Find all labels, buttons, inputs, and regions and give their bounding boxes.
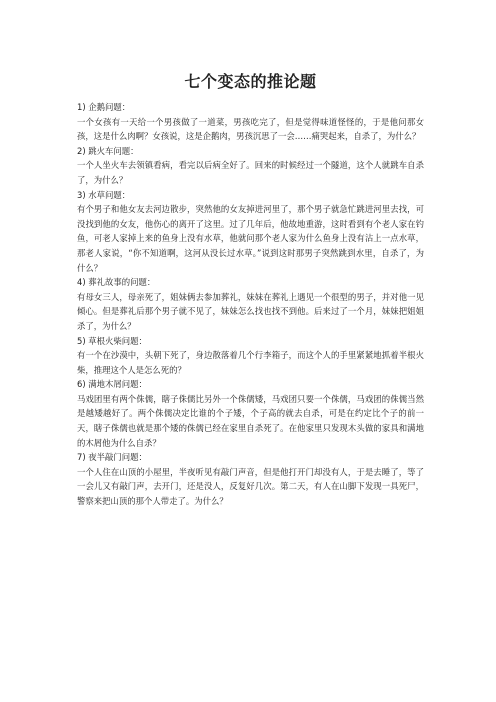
section-heading: 4) 葬礼故事的问题： [77,277,156,288]
section-body: 马戏团里有两个侏儒，瞎子侏儒比另外一个侏儒矮，马戏团只要一个侏儒，马戏团的侏儒当然是越矮越好了。两个侏儒决定比谁的个子矮，个子高的就去自杀，可是在约定比个子的前一天，瞎子侏儒也就是那个矮的侏儒已经在家里自杀死了。在他家里只发现木头做的家具和满地的木屑他为什么自杀？ [77,393,424,448]
section-body: 有母女三人，母亲死了，姐妹俩去参加葬礼，妹妹在葬礼上遇见一个很型的男子，并对他一见倾心。但是葬礼后那个男子就不见了，妹妹怎么找也找不到他。后来过了一个月，妹妹把姐姐杀了，为什么？ [77,291,424,331]
section-5 [77,334,424,378]
section-body: 有个男子和他女友去河边散步，突然他的女友掉进河里了，那个男子就急忙跳进河里去找，可没找到他的女友，他伤心的离开了这里。过了几年后，他故地重游，这时看到有个老人家在钓鱼，可老人家掉上来的鱼身上没有水草，他就问那个老人家为什么鱼身上没有沾上一点水草，那老人家说，“你不知道啊，这河从没长过水草。”说到这时那男子突然跳到水里，自杀了，为什么？ [77,204,424,273]
section-7 [77,450,424,508]
section-heading: 5) 草根火柴问题： [77,335,147,346]
section-1 [77,100,424,144]
section-heading: 1) 企鹅问题： [77,102,131,112]
section-body: 一个人住在山顶的小屋里，半夜听见有敲门声音，但是他打开门却没有人，于是去睡了，等了一会儿又有敲门声，去开门，还是没人，反复好几次。第二天，有人在山脚下发现一具死尸，警察来把山顶的那个人带走了。为什么？ [77,466,424,507]
section-body: 一个人坐火车去领镇看病，看完以后病全好了。回来的时候经过一个隧道，这个人就跳车自杀了，为什么？ [77,160,424,185]
section-heading: 6) 满地木屑问题： [77,379,147,390]
section-2 [77,144,424,188]
section-heading: 3) 水草问题： [77,189,131,200]
section-4 [77,275,424,333]
section-heading: 7) 夜半敲门问题： [77,452,147,463]
section-body: 有一个在沙漠中，头朝下死了，身边散落着几个行李箱子，而这个人的手里紧紧地抓着半根火柴，推理这个人是怎么死的？ [77,350,424,375]
section-heading: 2) 跳火车问题： [77,145,139,156]
section-6 [77,377,424,450]
section-body: 一个女孩有一天给一个男孩做了一道菜，男孩吃完了，但是觉得味道怪怪的，于是他问那女孩，这是什么肉啊？女孩说，这是企鹅肉，男孩沉思了一会……痛哭起来，自杀了，为什么？ [77,116,424,142]
section-3 [77,188,424,276]
page-title: 七个变态的推论题 [184,72,317,91]
